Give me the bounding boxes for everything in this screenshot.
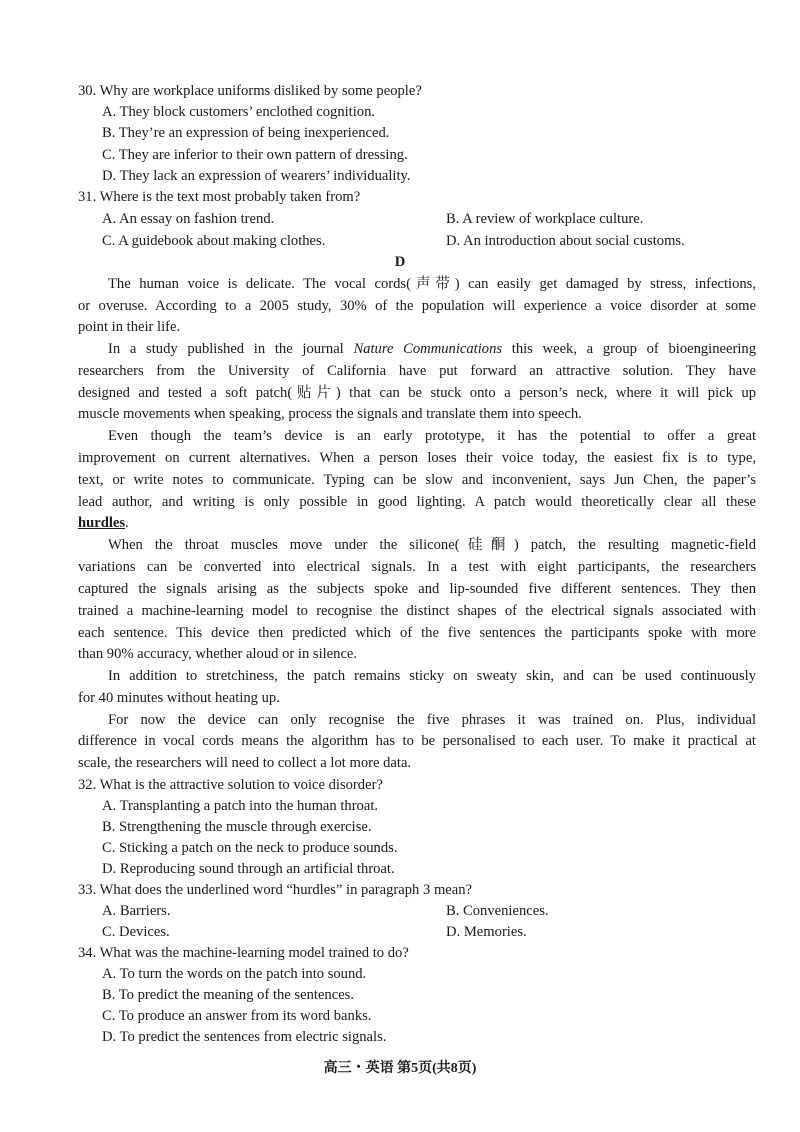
passage-label: D: [394, 254, 406, 270]
p4-line: variations can be converted into electrical signals. In a test with eight participants, the researchers: [78, 559, 756, 575]
option-30d: D. They lack an expression of wearers’ individuality.: [102, 168, 411, 184]
question-30: 30. Why are workplace uniforms disliked by some people?: [78, 83, 422, 99]
p1-line: point in their life.: [78, 319, 181, 335]
p5-line: for 40 minutes without heating up.: [78, 690, 280, 706]
option-32a: A. Transplanting a patch into the human throat.: [102, 798, 379, 814]
option-30b: B. They’re an expression of being inexperienced.: [102, 125, 390, 141]
p2-text: this week, a group of bioengineering: [502, 341, 757, 357]
option-34d: D. To predict the sentences from electric signals.: [102, 1029, 387, 1045]
p3-line: lead author, and writing is only possible in good lighting. A patch would theoretically clear all these: [78, 494, 756, 510]
question-33: 33. What does the underlined word “hurdles” in paragraph 3 mean?: [78, 882, 473, 898]
question-32: 32. What is the attractive solution to voice disorder?: [78, 777, 383, 793]
p5-line: In addition to stretchiness, the patch remains sticky on sweaty skin, and can be used continuously: [108, 668, 756, 684]
p3-line: [78, 514, 756, 532]
p4-line: When the throat muscles move under the silicone(硅酮) patch, the resulting magnetic-field: [108, 537, 756, 553]
p3-line: Even though the team’s device is an early prototype, it has the potential to offer a great: [108, 428, 756, 444]
p4-line: captured the signals arising as the subjects spoke and lip-sounded five different sentences. They then: [78, 581, 756, 597]
option-30a: A. They block customers’ enclothed cognition.: [102, 104, 376, 120]
p6-line: scale, the researchers will need to collect a lot more data.: [78, 755, 412, 771]
page-footer: 高三・英语 第5页(共8页): [323, 1061, 477, 1076]
option-34c: C. To produce an answer from its word banks.: [102, 1008, 372, 1024]
underlined-word-hurdles: hurdles: [78, 515, 126, 531]
p4-line: each sentence. This device then predicted which of the five sentences the participants spoke with more: [78, 625, 756, 641]
option-32c: C. Sticking a patch on the neck to produce sounds.: [102, 840, 398, 856]
option-31d: D. An introduction about social customs.: [446, 233, 685, 249]
p2-line: researchers from the University of California have put forward an attractive solution. They have: [78, 363, 756, 379]
option-34a: A. To turn the words on the patch into sound.: [102, 966, 367, 982]
question-31: 31. Where is the text most probably taken from?: [78, 189, 361, 205]
p1-line: The human voice is delicate. The vocal cords(声带) can easily get damaged by stress, infections,: [108, 276, 756, 292]
p4-line: trained a machine-learning model to recognise the distinct shapes of the electrical signals associated with: [78, 603, 756, 619]
p4-line: than 90% accuracy, whether aloud or in silence.: [78, 646, 358, 662]
option-33b: B. Conveniences.: [446, 903, 549, 919]
option-34b: B. To predict the meaning of the sentences.: [102, 987, 354, 1003]
option-32b: B. Strengthening the muscle through exercise.: [102, 819, 372, 835]
p3-line: text, or write notes to communicate. Typing can be slow and inconvenient, says Jun Chen, the paper’s: [78, 472, 756, 488]
p3-end: .: [125, 515, 129, 531]
option-33d: D. Memories.: [446, 924, 527, 940]
option-32d: D. Reproducing sound through an artificial throat.: [102, 861, 395, 877]
option-30c: C. They are inferior to their own pattern of dressing.: [102, 147, 408, 163]
p2-line: muscle movements when speaking, process the signals and translate them into speech.: [78, 406, 582, 422]
option-33c: C. Devices.: [102, 924, 170, 940]
p2-text: In a study published in the journal: [108, 341, 354, 357]
p6-line: difference in vocal cords means the algorithm has to be personalised to each user. To make it practical at: [78, 733, 756, 749]
option-33a: A. Barriers.: [102, 903, 171, 919]
p2-line: [108, 340, 756, 358]
option-31c: C. A guidebook about making clothes.: [102, 233, 326, 249]
journal-name: Nature Communications: [353, 341, 503, 357]
question-34: 34. What was the machine-learning model trained to do?: [78, 945, 409, 961]
p1-line: or overuse. According to a 2005 study, 30% of the population will experience a voice disorder at some: [78, 298, 756, 314]
p6-line: For now the device can only recognise the five phrases it was trained on. Plus, individual: [108, 712, 756, 728]
p2-line: designed and tested a soft patch(贴片) that can be stuck onto a person’s neck, where it will pick up: [78, 385, 756, 401]
p3-line: improvement on current alternatives. When a person loses their voice today, the easiest fix is to type,: [78, 450, 756, 466]
option-31b: B. A review of workplace culture.: [446, 211, 644, 227]
option-31a: A. An essay on fashion trend.: [102, 211, 275, 227]
